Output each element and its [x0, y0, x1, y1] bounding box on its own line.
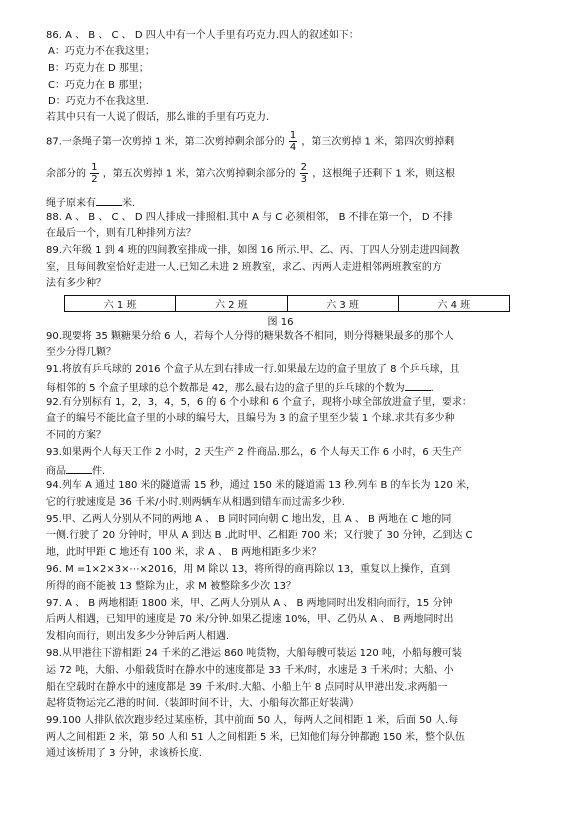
q93-line-1: 93.如果两个人每天工作 2 小时，2 天生产 2 件商品.那么，6 个人每天工作 6 小时，6 天生产 — [46, 447, 462, 458]
classroom-figure-table — [64, 295, 510, 312]
classroom-cell-4: 六 4 班 — [398, 296, 509, 312]
q98-line-3: 船在空载时在静水中的速度都是 39 千米/时.大船、小船上午 8 点同时从甲港出发.求两船一 — [46, 682, 448, 693]
q86-statement-b: B：巧克力在 D 那里； — [48, 63, 149, 74]
q92-line-3: 不同的方案？ — [46, 430, 106, 441]
q97-line-3: 发相向而行，则出发多少分钟后两人相遇. — [46, 631, 230, 642]
q97-line-1: 97. A 、 B 两地相距 1800 米，甲、乙两人分别从 A 、 B 两地同时出发相向而行，15 分钟 — [46, 598, 453, 609]
q86-question: 若其中只有一人说了假话，那么谁的手里有巧克力. — [46, 112, 270, 123]
q87-text-1b: ，第三次剪掉 1 米，第四次剪掉剩 — [301, 136, 455, 148]
classroom-cell-3: 六 3 班 — [287, 296, 398, 312]
q91-line-1: 91.将放有乒乓球的 2016 个盒子从左到右排成一行.如果最左边的盒子里放了 8 个乒乓球，且 — [46, 364, 460, 375]
q95-line-1: 95.甲、乙两人分别从不同的两地 A 、 B 同时同向朝 C 地出发，且 A 、 B 两地在 C 地的同 — [46, 514, 452, 525]
q93-line-2 — [46, 463, 105, 478]
q87-fraction-2 — [90, 162, 98, 185]
q87-fraction-3-num: 2 — [300, 162, 308, 173]
q92-line-2: 盒子的编号不能比盒子里的小球的编号大，且编号为 3 的盒子里至少装 1 个球.求共有多少种 — [46, 413, 455, 424]
q87-fraction-3 — [300, 162, 308, 185]
q87-fraction-1 — [289, 130, 297, 153]
q86-statement-a: A：巧克力不在我这里； — [48, 46, 155, 57]
q98-line-4: 起将货物运完乙港的时间.（装卸时间不计，大、小船每次都正好装满） — [46, 698, 360, 709]
q94-line-2: 它的行驶速度是 36 千米/小时.则两辆车从相遇到错车而过需多少秒. — [46, 497, 345, 508]
q87-text-2a: 余部分的 — [46, 168, 86, 180]
q87-text-1a: 87.一条绳子第一次剪掉 1 米，第二次剪掉剩余部分的 — [46, 136, 285, 148]
q86-statement-c: C：巧克力在 B 那里； — [48, 80, 149, 91]
q88-line-1: 88. A 、 B 、 C 、 D 四人排成一排照相.其中 A 与 C 必须相邻， B 不排在第一个， D 不排 — [46, 212, 453, 223]
q90-line-2: 至少分得几颗？ — [46, 347, 116, 358]
q91-text-2b: . — [430, 383, 434, 394]
q93-text-2b: 件. — [92, 466, 106, 477]
q87-answer-blank[interactable] — [96, 195, 122, 206]
q98-line-2: 运 72 吨，大船、小船载货时在静水中的速度都是 33 千米/时，水速是 3 千米/时；大船、小 — [46, 665, 454, 676]
q96-line-1: 96. M =1×2×3×⋯×2016，用 M 除以 13，将所得的商再除以 13，重复以上操作，直到 — [46, 564, 451, 575]
q99-line-3: 通过该桥用了 3 分钟，求该桥长度. — [46, 748, 202, 759]
q87-line-3 — [46, 195, 135, 210]
figure-caption: 图 16 — [267, 317, 294, 328]
q98-line-1: 98.从甲港往下游相距 24 千米的乙港运 860 吨货物，大船每艘可装运 120 吨，小船每艘可装 — [46, 648, 462, 659]
q95-line-2: 一侧.行驶了 20 分钟时，甲从 A 到达 B .此时甲、乙相距 700 米；又行驶了 30 分钟，乙到达 C — [46, 530, 473, 541]
q88-line-2: 在最后一个，则有几种排列方法？ — [46, 228, 196, 239]
q95-line-3: 地，此时甲距 C 地还有 100 米，求 A 、 B 两地相距多少米？ — [46, 547, 322, 558]
q87-text-3: 绳子原来有 — [46, 198, 96, 209]
q99-line-2: 两人之间相距 2 米，第 50 人和 51 人之间相距 5 米，已知他们每分钟都跑 150 米，整个队伍 — [46, 732, 466, 743]
q87-line-1 — [46, 130, 454, 155]
q87-fraction-2-num: 1 — [91, 162, 98, 173]
q87-fraction-3-den: 3 — [300, 174, 308, 185]
q87-fraction-1-num: 1 — [289, 130, 297, 141]
q97-line-2: 后两人相遇，已知甲的速度是 70 米/分钟.如果乙提速 10%，甲、乙仍从 A 、 B 两地同时出 — [46, 614, 454, 625]
q91-answer-blank[interactable] — [405, 380, 431, 391]
q96-line-2: 所得的商不能被 13 整除为止，求 M 被整除多少次 13？ — [46, 581, 296, 592]
q89-line-3: 法有多少种？ — [46, 278, 106, 289]
classroom-cell-1: 六 1 班 — [65, 296, 176, 312]
q87-text-2c: ，这根绳子还剩下 1 米，则这根 — [312, 168, 455, 180]
q99-line-1: 99.100 人排队依次跑步经过某座桥，其中前面 50 人，每两人之间相距 1 米，后面 50 人.每 — [46, 715, 459, 726]
q90-line-1: 90.现要将 35 颗糖果分给 6 人，若每个人分得的糖果数各不相同，则分得糖果最多的那个人 — [46, 331, 454, 342]
classroom-cell-2: 六 2 班 — [176, 296, 287, 312]
q87-fraction-1-den: 4 — [289, 142, 297, 153]
q89-line-1: 89.六年级 1 到 4 班的四间教室排成一排，如图 16 所示.甲、乙、丙、丁四人分别走进四间教 — [46, 245, 460, 256]
q87-fraction-2-den: 2 — [91, 174, 98, 185]
q93-answer-blank[interactable] — [66, 463, 92, 474]
q86-statement-d: D：巧克力不在我这里. — [48, 96, 149, 107]
q89-line-2: 室，且每间教室恰好走进一人.已知乙未进 2 班教室，求乙、丙两人走进相邻两班教室的方 — [46, 262, 442, 273]
q86-line-1: 86. A 、 B 、 C 、 D 四人中有一个人手里有巧克力.四人的叙述如下： — [46, 30, 359, 41]
q92-line-1: 92.有分别标有 1，2，3，4，5，6 的 6 个小球和 6 个盒子，现将小球全部放进盒子里，要求： — [46, 397, 472, 408]
q93-text-2: 商品 — [46, 466, 66, 477]
q87-text-2b: ，第五次剪掉 1 米，第六次剪掉剩余部分的 — [102, 168, 296, 180]
q87-line-2 — [46, 162, 455, 187]
q94-line-1: 94.列车 A 通过 180 米的隧道需 15 秒，通过 150 米的隧道需 13 秒.列车 B 的车长为 120 米， — [46, 480, 476, 491]
q91-text-2: 每相邻的 5 个盒子里球的总个数都是 42，那么最右边的盒子里的乒乓球的个数为 — [46, 383, 405, 394]
q91-line-2 — [46, 380, 434, 395]
q87-text-3b: 米. — [122, 198, 136, 209]
